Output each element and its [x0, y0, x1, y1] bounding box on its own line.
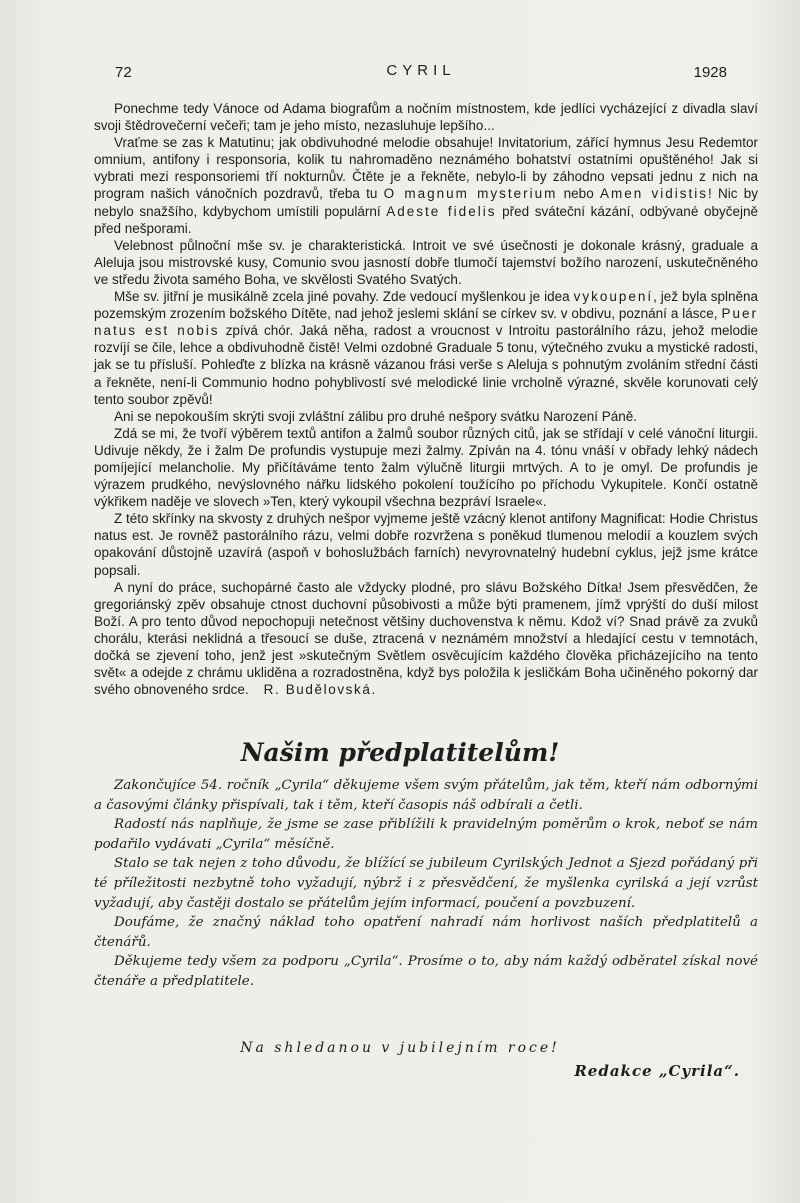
- paragraph: Mše sv. jitřní je musikálně zcela jiné povahy. Zde vedoucí myšlenkou je idea vykoupení, jež byla splněna pozemským zrozením božského Dítěte, nad jehož jeslemi sklání se církev sv. v obdivu, poznání a lásce, Puer natus est nobis zpívá chór. Jaká něha, radost a vroucnost v Introitu pastorálního rázu, jehož melodie rozvíjí se čile, lehce a obdivuhodně čistě! Velmi ozdobné Graduale 5 tonu, výtečného zvuku a mystické radosti, jak se tu přísluší. Pohleďte z blízka na krásně vázanou frási verše s Aleluja s pohnutým zvoláním střední části a řekněte, není-li Communio hodno pohyblivostí své melodické linie vrcholně výrazné, skvěle korunovati celý tento soubor zpěvů!: [94, 289, 758, 407]
- notice-paragraph: Děkujeme tedy všem za podporu „Cyrila“. Prosíme o to, aby nám každý odběratel získal nové čtenáře a předplatitele.: [94, 954, 758, 989]
- spaced-title: Amen vidistis: [599, 186, 708, 202]
- closing-line: Na shledanou v jubilejním roce!: [240, 1040, 560, 1056]
- journal-title: CYRIL: [386, 62, 456, 79]
- notice-paragraph: Radostí nás naplňuje, že jsme se zase přiblížili k pravidelným poměrům o krok, neboť se nám podařilo vydávati „Cyrila“ měsíčně.: [94, 817, 758, 852]
- spaced-title: Puer natus est nobis: [94, 306, 758, 339]
- spaced-title: Adeste fidelis: [386, 203, 497, 219]
- paragraph: Z této skřínky na skvosty z druhých nešpor vyjmeme ještě vzácný klenot antifony Magnificat: Hodie Christus natus est. Je rovněž pastorálního rázu, velmi dobře rozvržena s poněkud tlumenou melodií a kouzlem svých opakování důstojně uzavírá (aspoň v bohoslužbách farních) nevyrovnatelný hudební cyklus, jejž jsme krátce popsali.: [94, 511, 758, 578]
- paragraph: A nyní do práce, suchopárné často ale vždycky plodné, pro slávu Božského Dítka! Jsem přesvědčen, že gregoriánský zpěv obsahuje ctnost duchovní působivosti a může býti pramenem, jímž vprýští do duší milost Boží. A pro tento důvod nepochopuji netečnost většiny duchovenstva k němu. Kdož ví? Snad právě za zvuků chorálu, kterási neklidná a třesoucí se duše, ztracená v neznámém množství a hledající cestu v temnotách, dočká se zjevení toho, jenž jest »skutečným Světlem osvěcujícím každého člověka přicházejícího na tento svět« a odejde z chrámu ukliděna a rozradostněna, když bys položila k jesličkám Boha učiněného pokorný dar svého obnoveného srdce. R. Budělovská.: [94, 579, 758, 698]
- page-number: 72: [115, 64, 132, 81]
- spaced-title: O magnum mysterium: [383, 186, 558, 202]
- article-body: [94, 100, 758, 698]
- paragraph: Vraťme se zas k Matutinu; jak obdivuhodné melodie obsahuje! Invitatorium, zářící hymnus Jesu Redemtor omnium, antifony i responsoria, kolik tu nahromaděno neznámého bohatství ostatními opuštěného! Jak si vybrati mezi responsoriemi tří nokturnův. Čtěte je a řekněte, nebylo-li by záhodno vepsati jednu z nich na program našich vánočních pozdravů, třeba tu O magnum mysterium nebo Amen vidistis! Nic by nebylo snažšího, kdybychom umístili populární Adeste fidelis před sváteční kázání, odbývané obyčejně před nešporami.: [94, 135, 758, 236]
- notice-body: [94, 776, 758, 992]
- paragraph: Velebnost půlnoční mše sv. je charakteristická. Introit ve své úsečnosti je dokonale krásný, graduale a Aleluja jsou mistrovské kusy, Comunio svou jasností dobře tlumočí tajemství božího narození, uskutečněného ve středu života samého Boha, ve skvělosti Svatého Svatých.: [94, 237, 758, 287]
- spaced-word: vykoupení: [573, 289, 654, 305]
- paragraph: Ani se nepokouším skrýti svoji zvláštní zálibu pro druhé nešpory svátku Narození Páně.: [114, 408, 638, 424]
- paragraph: Zdá se mi, že tvoří výběrem textů antifon a žalmů soubor různých citů, jak se střídají v celé vánoční liturgii. Udivuje někdy, že i žalm De profundis vystupuje mezi žalmy. Zpíván na 4. tónu vnáší v obřady lehký nádech pomíjející melancholie. My přičítáváme tento žalm výlučně liturgii mrtvých. A to je omyl. De profundis je výrazem prudkého, nevýslovného nářku lidského pokolení toužícího po příchodu Vykupitele. Končí ostatně výkřikem naděje ve slovech »Ten, který vykoupil všechna bezpráví Israele«.: [94, 425, 758, 510]
- notice-paragraph: Zakončujíce 54. ročník „Cyrila“ děkujeme všem svým přátelům, jak těm, kteří nám odbornými a časovými články přispívali, tak i těm, kteří časopis náš odbírali a četli.: [94, 778, 758, 813]
- notice-paragraph: Stalo se tak nejen z toho důvodu, že blížící se jubileum Cyrilských Jednot a Sjezd pořádaný při té příležitosti nezbytně toho vyžadují, nýbrž i z přesvědčení, že myšlenka cyrilská a její vzrůst vyžadují, aby častěji dostalo se přátelům jejím informací, poučení a povzbuzení.: [94, 856, 758, 911]
- year: 1928: [693, 64, 727, 81]
- author-signature: R. Budělovská.: [263, 682, 377, 698]
- running-header: [115, 62, 727, 84]
- notice-heading: Našim předplatitelům!: [240, 738, 560, 767]
- editorial-signature: Redakce „Cyrila“.: [574, 1062, 740, 1080]
- notice-paragraph: Doufáme, že značný náklad toho opatření nahradí nám horlivost naších předplatitelů a čtenářů.: [94, 915, 758, 950]
- paragraph: Ponechme tedy Vánoce od Adama biografům a nočním místnostem, kde jedlíci vycházející z divadla slaví svoji štědrovečerní večeři; tam je jeho místo, nezasluhuje lepšího...: [94, 101, 758, 134]
